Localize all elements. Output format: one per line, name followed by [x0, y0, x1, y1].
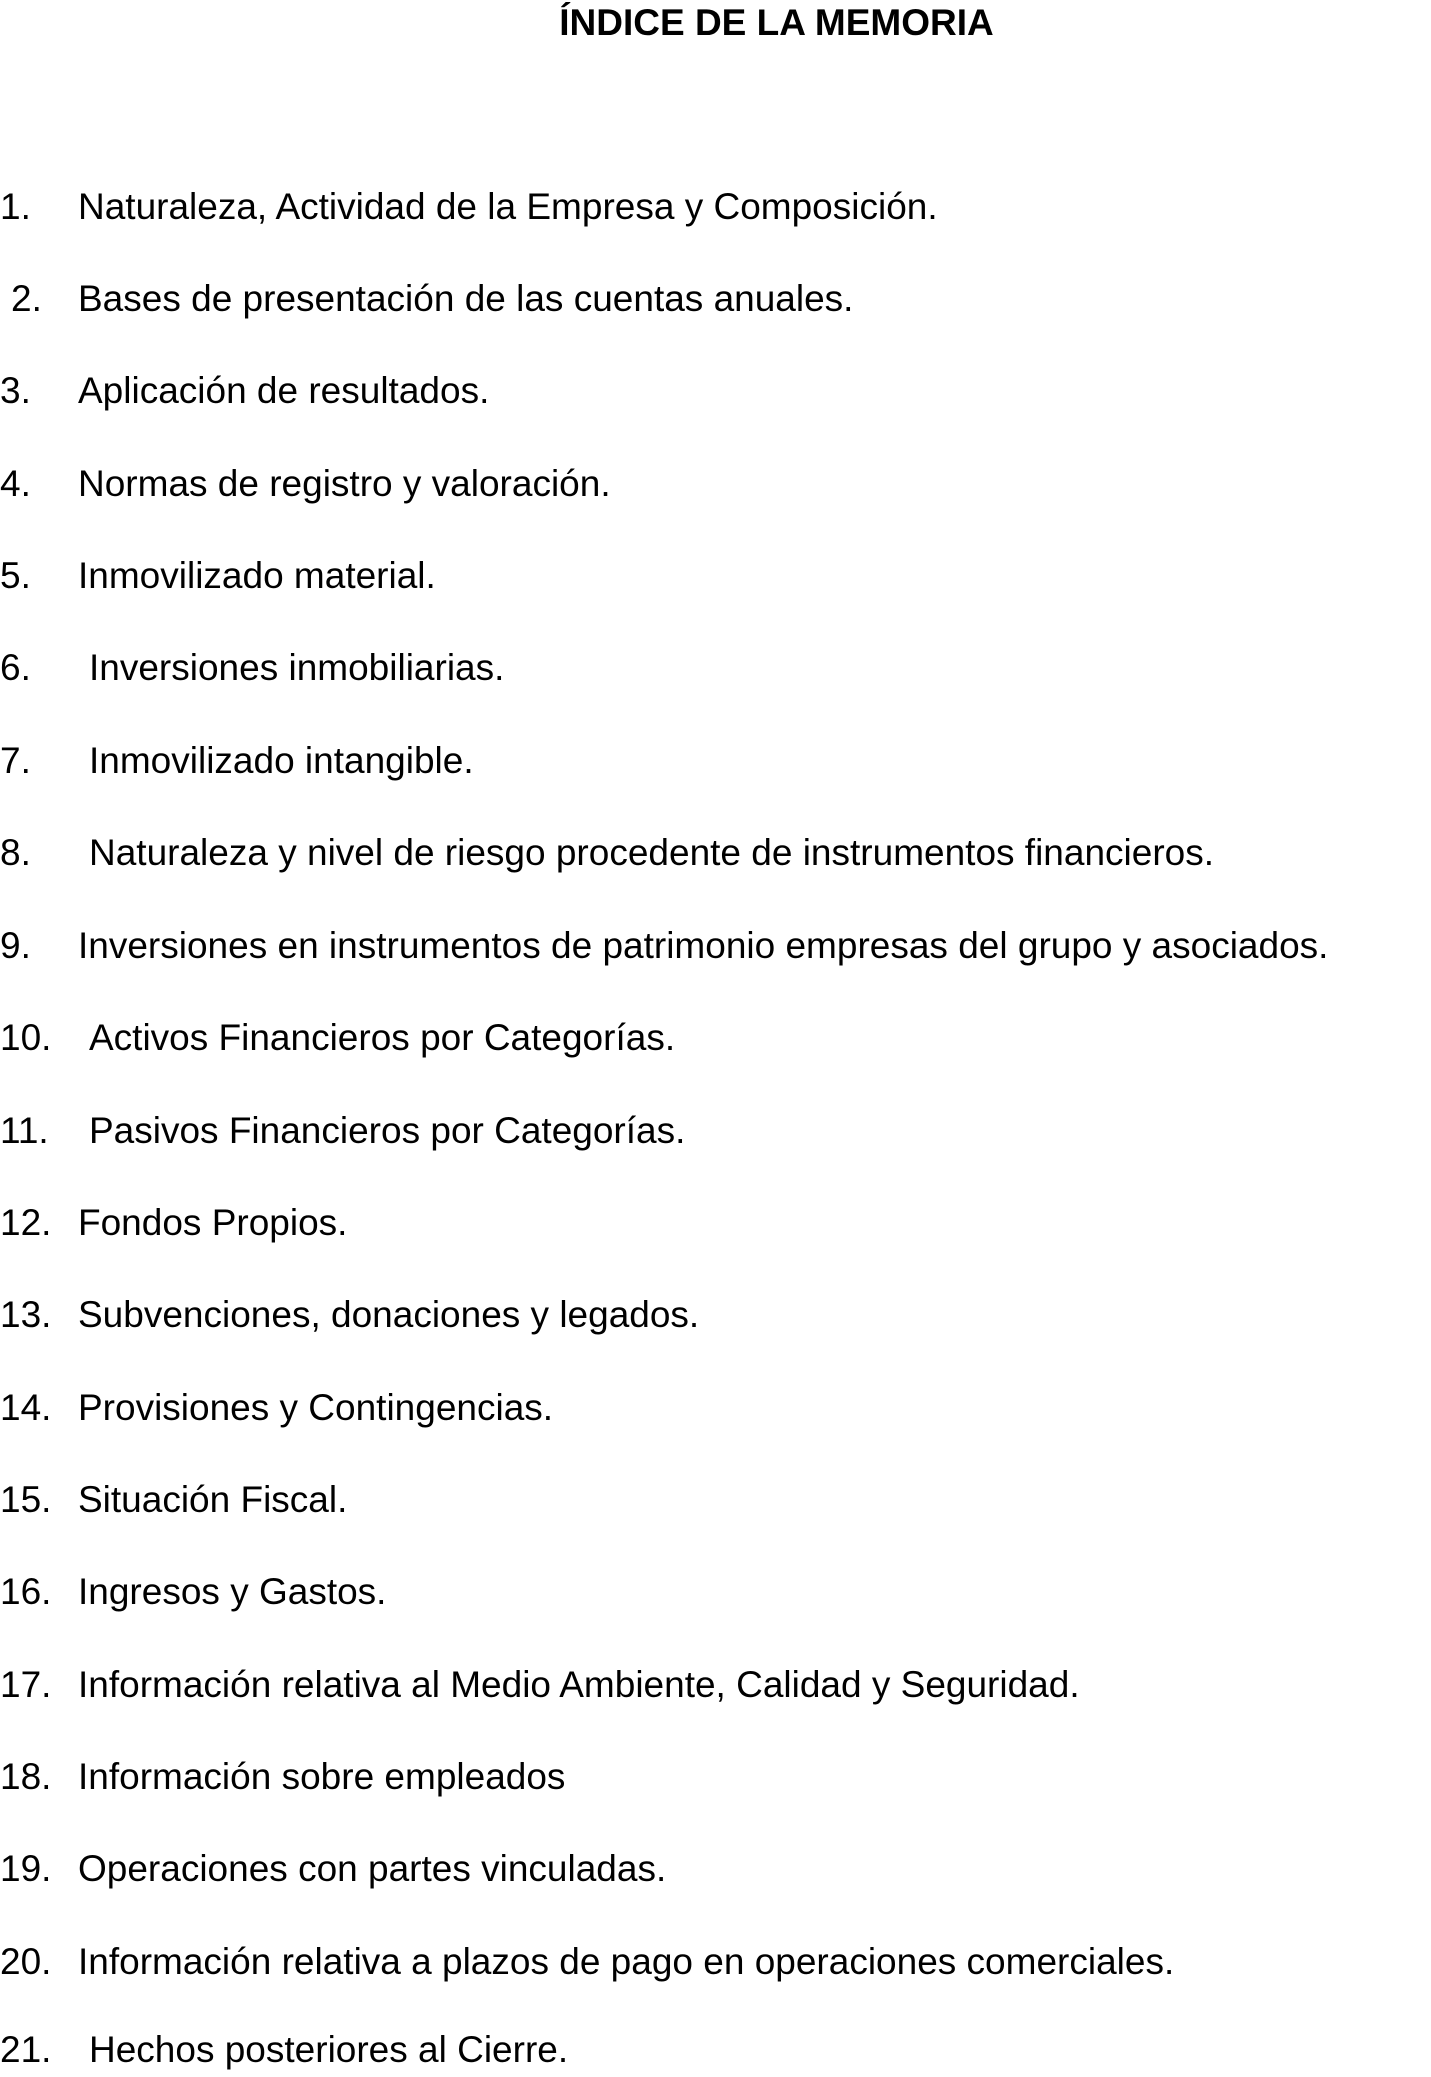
- toc-item-number: 19.: [0, 1848, 52, 1889]
- toc-item-number: 9.: [0, 925, 31, 966]
- toc-item-number: 1.: [0, 186, 31, 227]
- toc-item-number: 3.: [0, 370, 31, 411]
- toc-item-number: 6.: [0, 647, 31, 688]
- toc-item-title: Situación Fiscal.: [78, 1479, 348, 1520]
- toc-item-title: Provisiones y Contingencias.: [78, 1387, 554, 1428]
- toc-item-number: 8.: [0, 832, 31, 873]
- toc-item-number: 16.: [0, 1571, 52, 1612]
- toc-item-title: Información relativa al Medio Ambiente, Calidad y Seguridad.: [78, 1664, 1080, 1705]
- toc-item-number: 10.: [0, 1017, 52, 1058]
- toc-item-title: Naturaleza y nivel de riesgo procedente de instrumentos financieros.: [89, 832, 1215, 873]
- toc-item-number: 14.: [0, 1387, 52, 1428]
- toc-item-title: Inversiones en instrumentos de patrimonio empresas del grupo y asociados.: [78, 925, 1329, 966]
- toc-item-title: Bases de presentación de las cuentas anuales.: [78, 278, 854, 319]
- toc-item-title: Hechos posteriores al Cierre.: [89, 2029, 569, 2070]
- toc-item-number: 4.: [0, 463, 31, 504]
- toc-item-title: Normas de registro y valoración.: [78, 463, 611, 504]
- toc-item-title: Ingresos y Gastos.: [78, 1571, 387, 1612]
- toc-item-number: 7.: [0, 740, 31, 781]
- toc-item-title: Fondos Propios.: [78, 1202, 348, 1243]
- toc-item-number: 2.: [11, 278, 42, 319]
- toc-item-title: Inmovilizado material.: [78, 555, 436, 596]
- toc-item-number: 13.: [0, 1294, 52, 1335]
- toc-item-number: 15.: [0, 1479, 52, 1520]
- toc-item-title: Activos Financieros por Categorías.: [89, 1017, 676, 1058]
- toc-item-title: Aplicación de resultados.: [78, 370, 490, 411]
- toc-item-title: Información relativa a plazos de pago en operaciones comerciales.: [78, 1941, 1175, 1982]
- toc-item-title: Naturaleza, Actividad de la Empresa y Composición.: [78, 186, 938, 227]
- document-title: ÍNDICE DE LA MEMORIA: [559, 2, 994, 43]
- toc-item-number: 12.: [0, 1202, 52, 1243]
- toc-item-title: Inmovilizado intangible.: [89, 740, 474, 781]
- toc-item-title: Pasivos Financieros por Categorías.: [89, 1110, 686, 1151]
- toc-item-title: Operaciones con partes vinculadas.: [78, 1848, 667, 1889]
- toc-item-number: 17.: [0, 1664, 52, 1705]
- toc-item-number: 5.: [0, 555, 31, 596]
- toc-item-title: Subvenciones, donaciones y legados.: [78, 1294, 700, 1335]
- toc-item-number: 20.: [0, 1941, 52, 1982]
- toc-item-number: 18.: [0, 1756, 52, 1797]
- toc-item-number: 21.: [0, 2029, 52, 2070]
- toc-item-title: Información sobre empleados: [78, 1756, 566, 1797]
- toc-item-title: Inversiones inmobiliarias.: [89, 647, 505, 688]
- toc-item-number: 11.: [0, 1110, 49, 1151]
